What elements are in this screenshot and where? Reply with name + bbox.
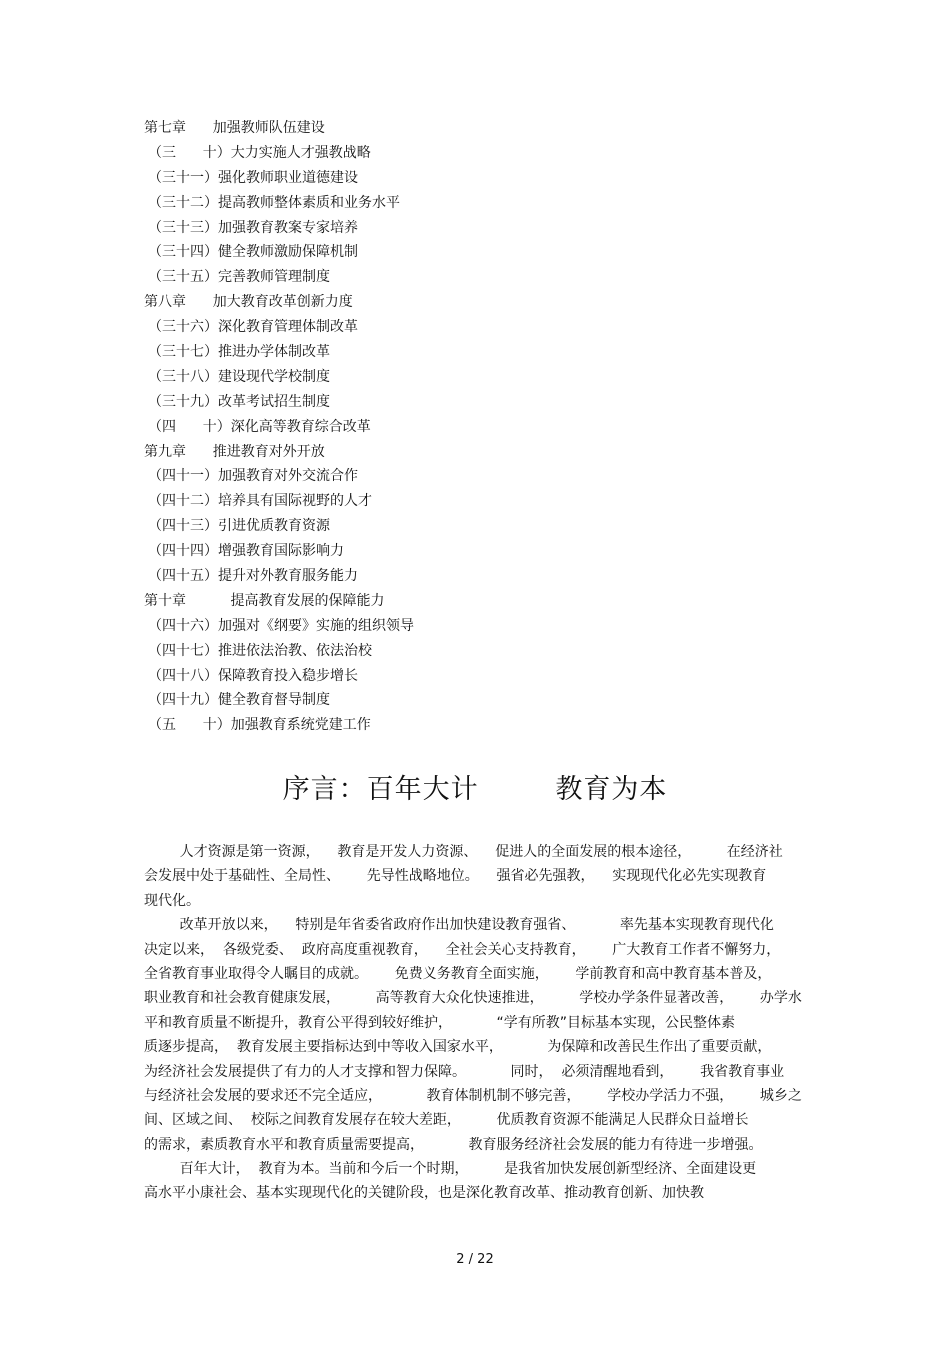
toc-section-item: （四十六）加强对《纲要》实施的组织领导 [148,617,414,634]
body-text-line: 改革开放以来， 特别是年省委省政府作出加快建设教育强省、 率先基本实现教育现代化 [144,917,774,934]
toc-section-item: （四十七）推进依法治教、依法治校 [148,642,372,659]
toc-section-item: （四十四）增强教育国际影响力 [148,543,344,560]
body-text-line: 全省教育事业取得令人瞩目的成就。 免费义务教育全面实施， 学前教育和高中教育基本普及， [144,965,772,982]
body-text-line: 与经济社会发展的要求还不完全适应， 教育体制机制不够完善， 学校办学活力不强， 城乡之 [144,1087,802,1104]
toc-section-item: （四十二）培养具有国际视野的人才 [148,493,372,510]
toc-section-item: （四 十）深化高等教育综合改革 [148,418,371,435]
toc-section-item: （四十八）保障教育投入稳步增长 [148,667,358,684]
toc-chapter-item: 第七章 加强教师队伍建设 [144,120,325,136]
preface-body [144,840,814,1206]
toc-section-item: （五 十）加强教育系统党建工作 [148,717,371,734]
table-of-contents [144,116,644,738]
body-text-line: 高水平小康社会、基本实现现代化的关键阶段，也是深化教育改革、推动教育创新、加快教 [144,1185,704,1202]
toc-section-item: （四十五）提升对外教育服务能力 [148,568,358,585]
body-text-line: 人才资源是第一资源， 教育是开发人力资源、 促进人的全面发展的根本途径， 在经济社 [144,844,783,860]
body-text-line: 间、区域之间、 校际之间教育发展存在较大差距， 优质教育资源不能满足人民群众日益增长 [144,1112,749,1129]
body-text-line: 的需求，素质教育水平和教育质量需要提高， 教育服务经济社会发展的能力有待进一步增强。 [144,1136,763,1153]
body-text-line: 会发展中处于基础性、全局性、 先导性战略地位。 强省必先强教， 实现现代化必先实现教育 [144,868,767,885]
body-text-line: 决定以来， 各级党委、 政府高度重视教育， 全社会关心支持教育， 广大教育工作者不懈努力， [144,941,781,958]
body-text-line: 为经济社会发展提供了有力的人才支撑和智力保障。 同时， 必须清醒地看到， 我省教育事业 [144,1063,785,1080]
toc-section-item: （三十五）完善教师管理制度 [148,269,330,286]
toc-section-item: （三十二）提高教师整体素质和业务水平 [148,194,400,211]
section-title: 序言：百年大计 教育为本 [282,774,668,805]
body-text-line: 质逐步提高， 教育发展主要指标达到中等收入国家水平， 为保障和改善民生作出了重要贡献， [144,1039,772,1056]
body-text-line: 现代化。 [144,892,200,909]
toc-section-item: （三十四）健全教师激励保障机制 [148,244,358,261]
toc-chapter-item: 第十章 提高教育发展的保障能力 [144,592,385,609]
toc-chapter-item: 第九章 推进教育对外开放 [144,443,325,460]
toc-section-item: （三十一）强化教师职业道德建设 [148,169,358,186]
body-text-line: 平和教育质量不断提升，教育公平得到较好维护， “学有所教”目标基本实现，公民整体素 [144,1014,736,1031]
toc-section-item: （四十一）加强教育对外交流合作 [148,468,358,485]
toc-section-item: （四十三）引进优质教育资源 [148,518,330,535]
toc-section-item: （三十九）改革考试招生制度 [148,393,330,410]
body-text-line: 职业教育和社会教育健康发展， 高等教育大众化快速推进， 学校办学条件显著改善， 办学水 [144,990,802,1007]
toc-chapter-item: 第八章 加大教育改革创新力度 [144,294,353,311]
toc-section-item: （三 十）大力实施人才强教战略 [148,144,371,161]
toc-section-item: （四十九）健全教育督导制度 [148,692,330,709]
toc-section-item: （三十六）深化教育管理体制改革 [148,319,358,336]
page-number: 2 / 22 [456,1252,494,1267]
toc-section-item: （三十八）建设现代学校制度 [148,368,330,385]
toc-section-item: （三十三）加强教育教案专家培养 [148,219,358,236]
toc-section-item: （三十七）推进办学体制改革 [148,344,330,361]
body-text-line: 百年大计， 教育为本。当前和今后一个时期， 是我省加快发展创新型经济、全面建设更 [144,1161,757,1178]
